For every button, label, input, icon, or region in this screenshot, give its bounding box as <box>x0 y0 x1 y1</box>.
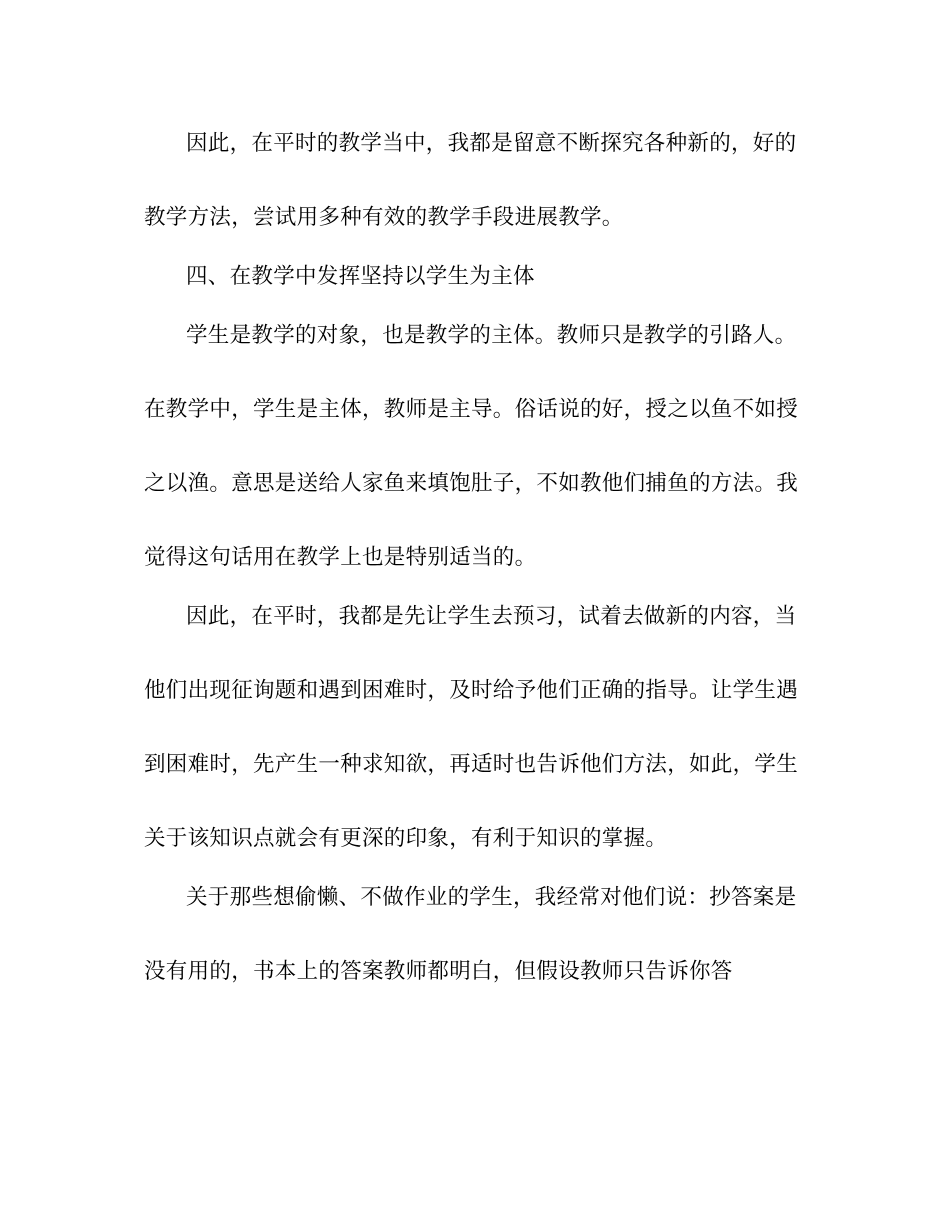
paragraph-line: 之以渔。意思是送给人家鱼来填饱肚子，不如教他们捕鱼的方法。我 <box>144 471 799 496</box>
paragraph-line: 因此，在平时的教学当中，我都是留意不断探究各种新的，好的 <box>186 131 797 156</box>
paragraph-line: 因此，在平时，我都是先让学生去预习，试着去做新的内容，当 <box>186 604 797 629</box>
paragraph-line: 关于那些想偷懒、不做作业的学生，我经常对他们说：抄答案是 <box>186 885 797 910</box>
section-heading: 四、在教学中发挥坚持以学生为主体 <box>186 264 535 289</box>
paragraph-line: 学生是教学的对象，也是教学的主体。教师只是教学的引路人。 <box>186 323 797 348</box>
paragraph-line: 没有用的，书本上的答案教师都明白，但假设教师只告诉你答 <box>144 959 733 984</box>
paragraph-line: 到困难时，先产生一种求知欲，再适时也告诉他们方法，如此，学生 <box>144 752 799 777</box>
paragraph-line: 在教学中，学生是主体，教师是主导。俗话说的好，授之以鱼不如授 <box>144 397 799 422</box>
paragraph-line: 他们出现征询题和遇到困难时，及时给予他们正确的指导。让学生遇 <box>144 678 799 703</box>
paragraph-line: 关于该知识点就会有更深的印象，有利于知识的掌握。 <box>144 826 668 851</box>
paragraph-line: 教学方法，尝试用多种有效的教学手段进展教学。 <box>144 205 624 230</box>
paragraph-line: 觉得这句话用在教学上也是特别适当的。 <box>144 545 537 570</box>
